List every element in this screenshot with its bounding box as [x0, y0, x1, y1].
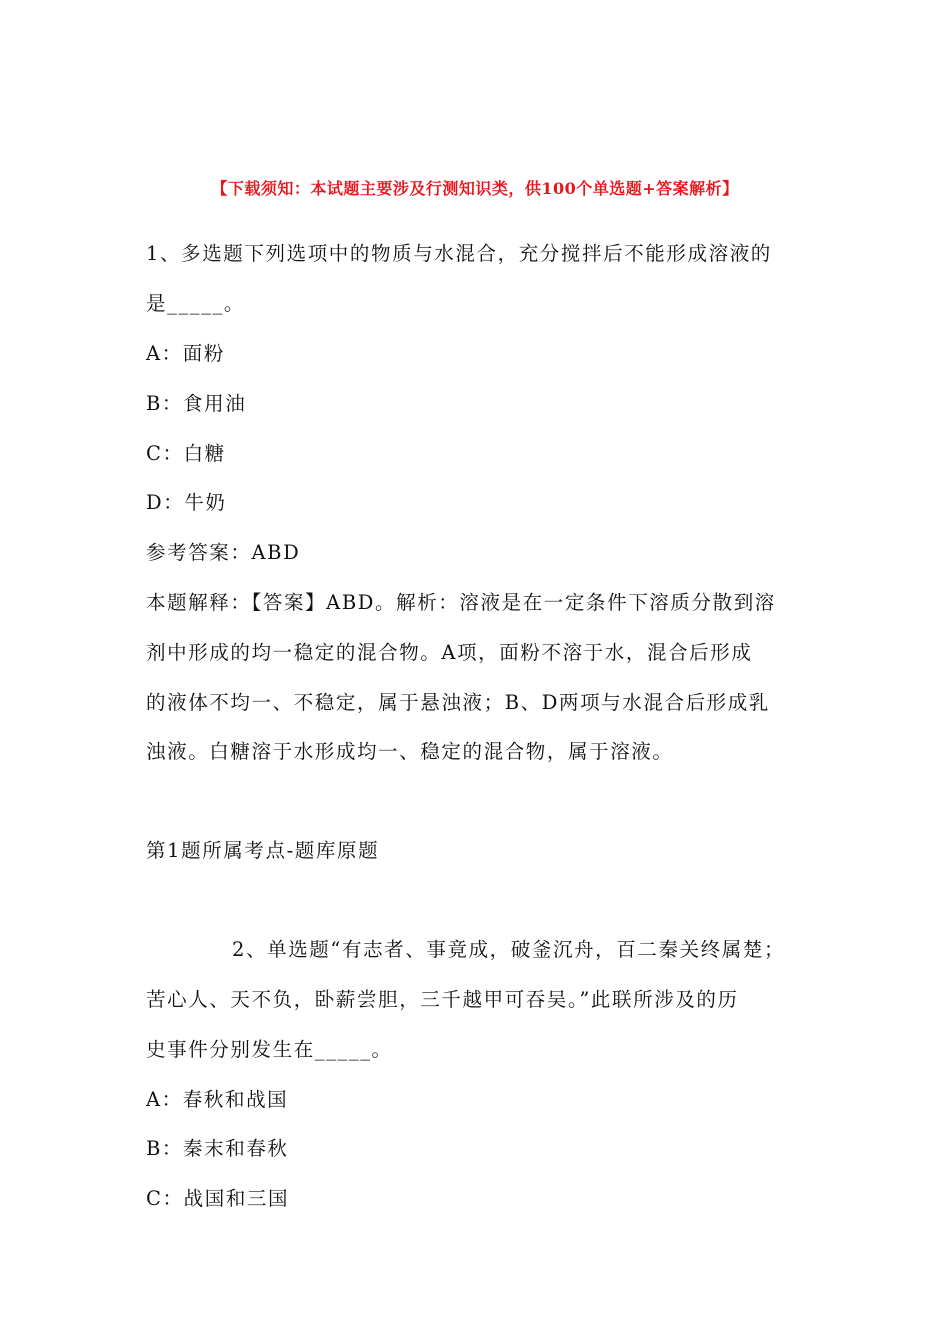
- q2-stem-line-3: 史事件分别发生在_____。: [146, 1038, 393, 1061]
- q1-option-b: B：食用油: [146, 392, 247, 415]
- q1-option-c: C：白糖: [146, 442, 226, 465]
- q1-explanation-line-3: 的液体不均一、不稳定，属于悬浊液；B、D两项与水混合后形成乳: [146, 691, 770, 714]
- q1-stem-line-2: 是_____。: [146, 292, 245, 315]
- q1-source: 第1题所属考点-题库原题: [146, 839, 380, 862]
- q2-option-c: C：战国和三国: [146, 1187, 290, 1210]
- q1-answer: 参考答案：ABD: [146, 541, 301, 564]
- q2-option-a: A：春秋和战国: [146, 1088, 289, 1111]
- q2-stem-line-1: 2、单选题“有志者、事竟成，破釜沉舟，百二秦关终属楚；: [232, 938, 786, 961]
- q1-option-a: A：面粉: [146, 342, 225, 365]
- q1-explanation-line-4: 浊液。白糖溶于水形成均一、稳定的混合物，属于溶液。: [146, 740, 674, 763]
- q1-explanation-line-2: 剂中形成的均一稳定的混合物。A项，面粉不溶于水，混合后形成: [146, 641, 753, 664]
- download-notice: 【下载须知：本试题主要涉及行测知识类，供100个单选题+答案解析】: [211, 179, 739, 198]
- q1-stem-line-1: 1、多选题下列选项中的物质与水混合，充分搅拌后不能形成溶液的: [146, 242, 772, 265]
- q1-explanation-line-1: 本题解释：【答案】ABD。解析：溶液是在一定条件下溶质分散到溶: [146, 591, 776, 614]
- q1-option-d: D：牛奶: [146, 491, 227, 514]
- q2-stem-line-2: 苦心人、天不负，卧薪尝胆，三千越甲可吞吴。”此联所涉及的历: [146, 988, 739, 1011]
- q2-option-b: B：秦末和春秋: [146, 1137, 289, 1160]
